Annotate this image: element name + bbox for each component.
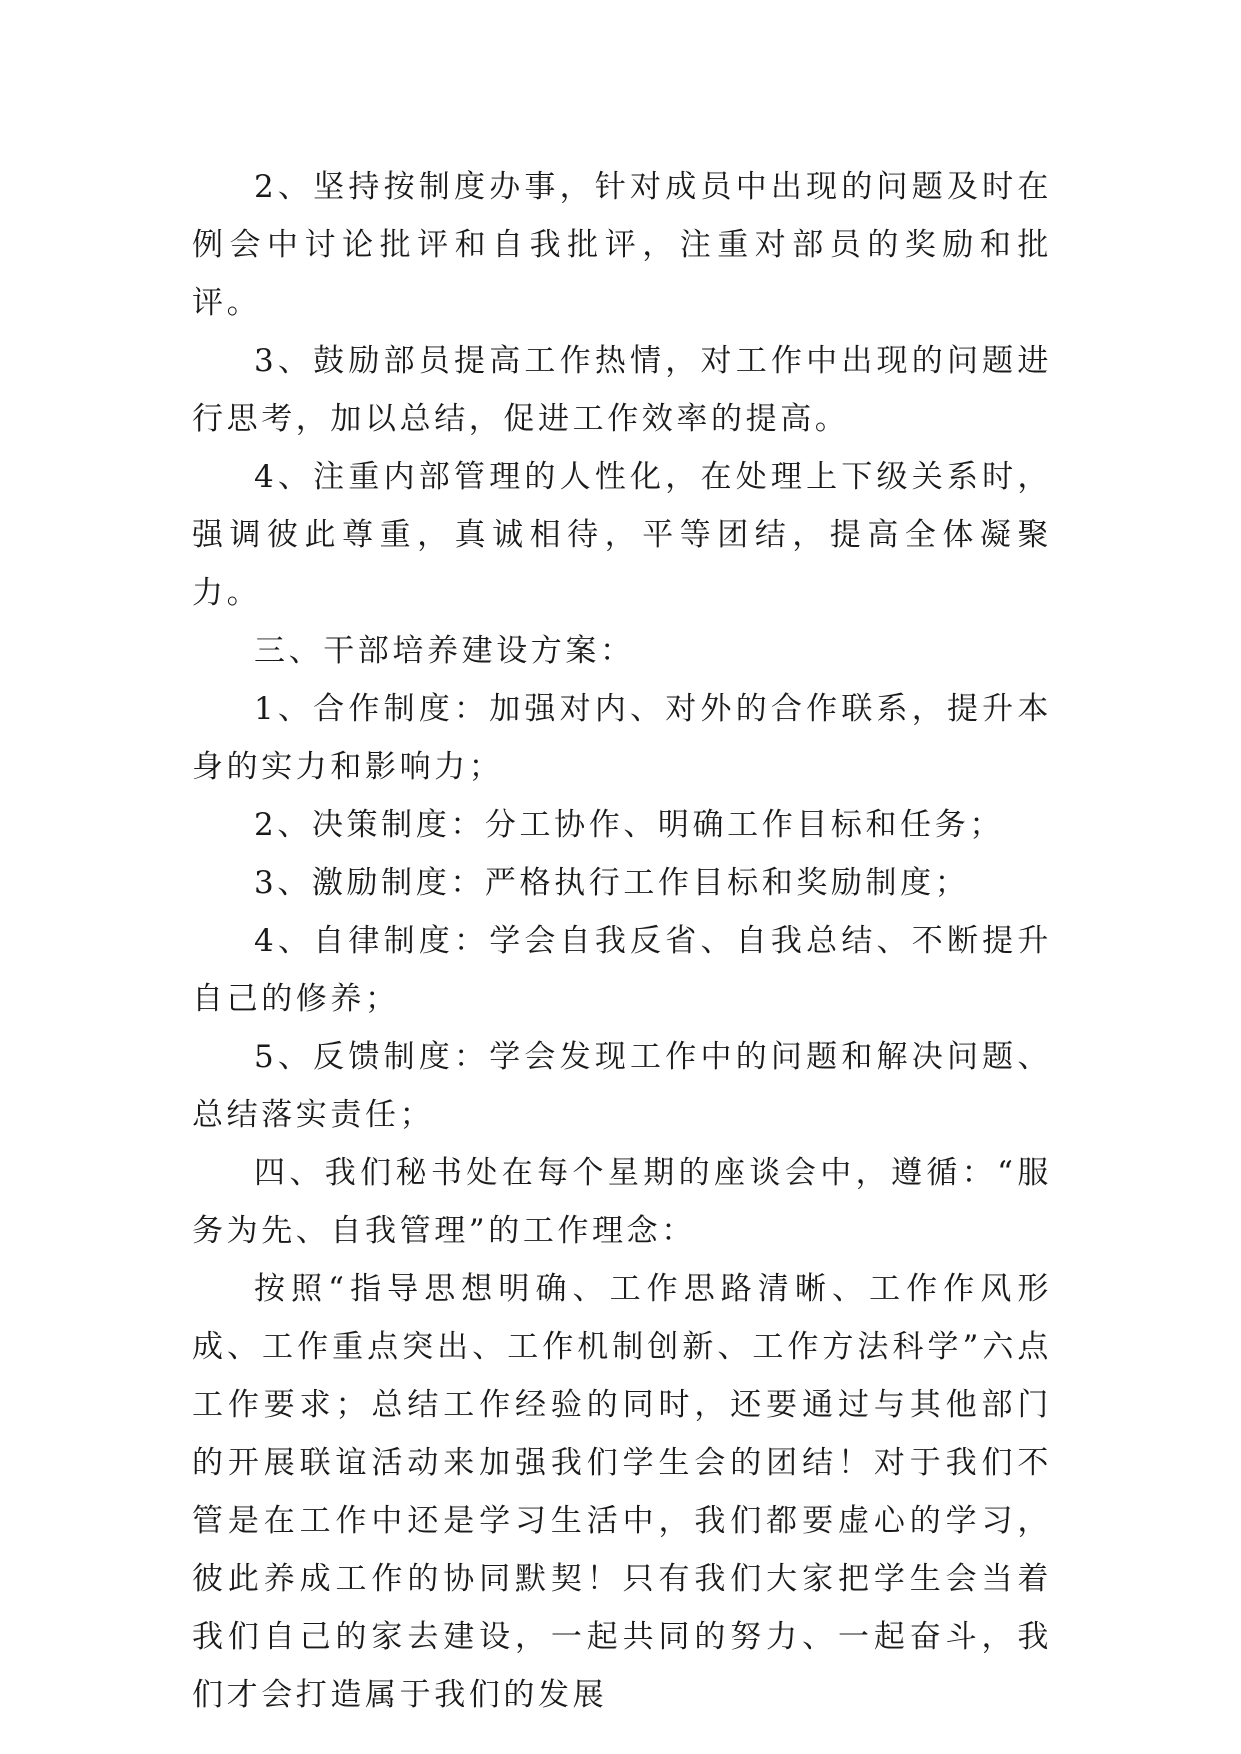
paragraph-feedback: 5、反馈制度：学会发现工作中的问题和解决问题、总结落实责任； — [192, 1039, 1052, 1133]
paragraph-rule-3: 3、鼓励部员提高工作热情，对工作中出现的问题进行思考，加以总结，促进工作效率的提高。 — [192, 343, 1052, 437]
paragraph-self-discipline: 4、自律制度：学会自我反省、自我总结、不断提升自己的修养； — [192, 923, 1052, 1017]
paragraph-cooperation: 1、合作制度：加强对内、对外的合作联系，提升本身的实力和影响力； — [192, 691, 1052, 785]
paragraph-decision: 2、决策制度：分工协作、明确工作目标和任务； — [254, 807, 1004, 843]
section-heading-4: 四、我们秘书处在每个星期的座谈会中，遵循：“服务为先、自我管理”的工作理念： — [192, 1155, 1052, 1249]
paragraph-rule-2: 2、坚持按制度办事，针对成员中出现的问题及时在例会中讨论批评和自我批评，注重对部员的奖励和批评。 — [192, 169, 1052, 321]
document-body — [192, 158, 1052, 1724]
paragraph-incentive: 3、激励制度：严格执行工作目标和奖励制度； — [254, 865, 970, 901]
section-heading-3: 三、干部培养建设方案： — [254, 633, 635, 669]
paragraph-work-requirements: 按照“指导思想明确、工作思路清晰、工作作风形成、工作重点突出、工作机制创新、工作方法科学”六点工作要求；总结工作经验的同时，还要通过与其他部门的开展联谊活动来加强我们学生会的团结！对于我们不管是在工作中还是学习生活中，我们都要虚心的学习，彼此养成工作的协同默契！只有我们大家把学生会当着我们自己的家去建设，一起共同的努力、一起奋斗，我们才会打造属于我们的发展 — [192, 1271, 1052, 1713]
paragraph-rule-4: 4、注重内部管理的人性化，在处理上下级关系时，强调彼此尊重，真诚相待，平等团结，提高全体凝聚力。 — [192, 459, 1052, 611]
